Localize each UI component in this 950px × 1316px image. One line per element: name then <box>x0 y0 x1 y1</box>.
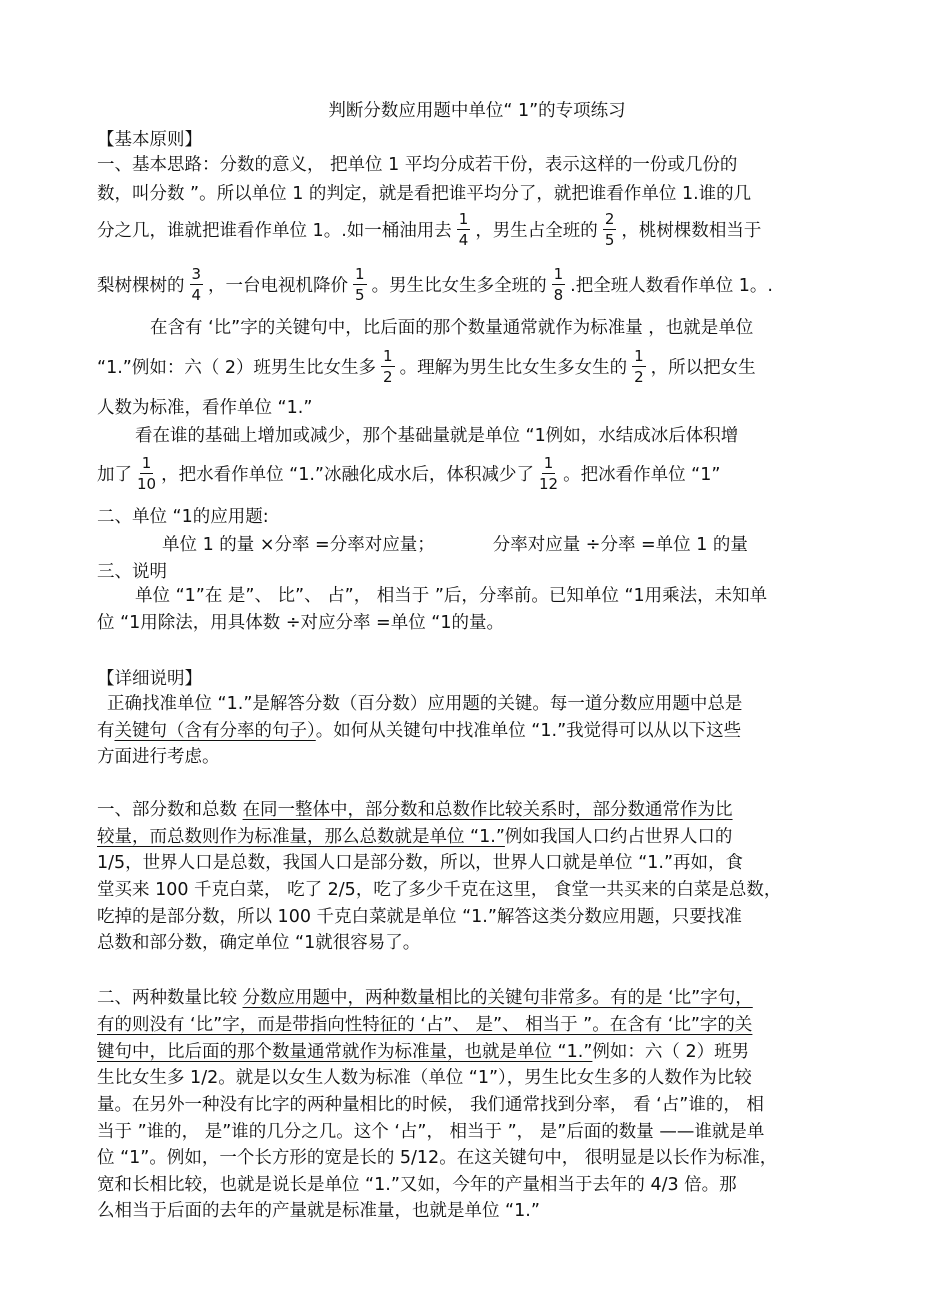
denominator: 4 <box>191 285 202 304</box>
text-segment: 一、部分数和总数 <box>97 800 243 820</box>
formula: 分率对应量 ÷分率 =单位 1 的量 <box>492 535 748 555</box>
underlined-text: 有的则没有 ‘比”字，而是带指向性特征的 ‘占”、 是”、 相当于 ”。在含有 ‘比”字的关 <box>97 1015 753 1035</box>
text-segment: 。如何从关键句中找准单位 “1.”我觉得可以从以下这些 <box>315 721 742 741</box>
text-segment: 。把冰看作单位 “1” <box>563 465 721 485</box>
numerator: 1 <box>543 453 554 472</box>
denominator: 5 <box>355 285 365 304</box>
text-line <box>97 345 857 391</box>
fraction <box>539 455 558 492</box>
section-heading: 二、单位 “1的应用题: <box>97 507 269 527</box>
text-segment: 梨树棵树的 <box>97 276 185 296</box>
text-line: 生比女生多 1/2。就是以女生人数为标准（单位 “1”），男生比女生多的人数作为比较 <box>97 1068 752 1088</box>
text-segment: 分之几，谁就把谁看作单位 1。.如一桶油用去 <box>97 221 452 241</box>
text-segment: ，桃树棵数相当于 <box>621 221 762 241</box>
section-header-basic: 【基本原则】 <box>97 130 202 150</box>
text-line: 单位 “1”在 是”、 比”、 占”， 相当于 ”后，分率前。已知单位 “1用乘法，未知单 <box>135 586 768 606</box>
text-line: 么相当于后面的去年的产量就是标准量，也就是单位 “1.” <box>97 1201 540 1221</box>
text-line <box>97 1010 857 1040</box>
fraction <box>137 455 156 492</box>
section-heading: 三、说明 <box>97 562 167 582</box>
text-segment: 例如我国人口约占世界人口的 <box>504 827 733 847</box>
text-line: 看在谁的基础上增加或减少，那个基础量就是单位 “1例如，水结成冰后体积增 <box>135 426 739 446</box>
text-segment: ，所以把女生 <box>650 358 756 378</box>
text-segment: .把全班人数看作单位 1。. <box>570 276 773 296</box>
fraction <box>190 266 204 303</box>
page-title: 判断分数应用题中单位“ 1”的专项练习 <box>328 101 626 121</box>
numerator: 2 <box>604 209 615 228</box>
denominator: 2 <box>383 367 393 386</box>
underlined-text: 较量，而总数则作为标准量，那么总数就是单位 “1.” <box>97 827 505 847</box>
text-segment: ，一台电视机降价 <box>208 276 349 296</box>
denominator: 4 <box>458 230 469 249</box>
text-segment: 二、两种数量比较 <box>97 988 243 1008</box>
text-segment: 加了 <box>97 465 132 485</box>
denominator: 8 <box>553 285 564 304</box>
text-line: 当于 ”谁的， 是”谁的几分之几。这个 ‘占”， 相当于 ”， 是”后面的数量 ——谁就是单 <box>97 1122 765 1142</box>
text-line: 总数和部分数，确定单位 “1就很容易了。 <box>97 933 421 953</box>
text-segment: ，男生占全班的 <box>475 221 598 241</box>
denominator: 5 <box>604 230 615 249</box>
fraction <box>552 266 566 303</box>
text-segment: 。理解为男生比女生多女生的 <box>399 358 628 378</box>
formula: 单位 1 的量 ×分率 =分率对应量； <box>162 535 435 555</box>
text-line: 吃掉的是部分数，所以 100 千克白菜就是单位 “1.”解答这类分数应用题，只要找准 <box>97 907 742 927</box>
text-line: 数，叫分数 ”。所以单位 1 的判定，就是看把谁平均分了，就把谁看作单位 1.谁的几 <box>97 184 752 204</box>
text-line: 1/5，世界人口是总数，我国人口是部分数，所以，世界人口就是单位 “1.”再如，食 <box>97 853 744 873</box>
section-header-detail: 【详细说明】 <box>97 669 202 689</box>
text-line: 位 “1用除法，用具体数 ÷对应分率 =单位 “1的量。 <box>97 613 504 633</box>
text-line: 一、基本思路：分数的意义， 把单位 1 平均分成若干份，表示这样的一份或几份的 <box>97 155 738 175</box>
numerator: 1 <box>383 346 393 365</box>
text-segment: 有 <box>97 721 115 741</box>
numerator: 3 <box>191 264 202 283</box>
text-line: 方面进行考虑。 <box>97 747 220 767</box>
text-line <box>97 983 857 1013</box>
text-line <box>97 208 857 254</box>
text-line <box>97 795 857 825</box>
fraction <box>603 211 617 248</box>
fraction <box>632 348 646 385</box>
numerator: 1 <box>355 264 365 283</box>
formula-line <box>162 530 922 560</box>
underlined-text: 在同一整体中，部分数和总数作比较关系时，部分数通常作为比 <box>242 800 733 820</box>
text-line: 人数为标准，看作单位 “1.” <box>97 398 313 418</box>
text-segment: ，把水看作单位 “1.”冰融化成水后，体积减少了 <box>161 465 534 485</box>
text-segment: 例如：六（ 2）班男 <box>592 1042 750 1062</box>
numerator: 1 <box>553 264 564 283</box>
text-line: 堂买来 100 千克白菜， 吃了 2/5，吃了多少千克在这里， 食堂一共买来的白菜是总数， <box>97 880 782 900</box>
text-line: 量。在另外一种没有比字的两种量相比的时候， 我们通常找到分率， 看 ‘占”谁的， 相 <box>97 1095 764 1115</box>
underlined-text: 分数应用题中，两种数量相比的关键句非常多。有的是 ‘比”字句， <box>242 988 753 1008</box>
text-line: 位 “1”。例如，一个长方形的宽是长的 5/12。在这关键句中， 很明显是以长作为标准， <box>97 1148 778 1168</box>
numerator: 1 <box>634 346 644 365</box>
text-line <box>97 263 857 309</box>
fraction <box>353 266 367 303</box>
text-line: 在含有 ‘比”字的关键句中，比后面的那个数量通常就作为标准量 ，也就是单位 <box>150 318 754 338</box>
fraction <box>457 211 471 248</box>
text-line <box>97 452 857 498</box>
underlined-text: 关键句（含有分率的句子） <box>114 721 316 741</box>
denominator: 10 <box>137 474 157 493</box>
text-line: 正确找准单位 “1.”是解答分数（百分数）应用题的关键。每一道分数应用题中总是 <box>107 694 743 714</box>
denominator: 12 <box>538 474 559 493</box>
numerator: 1 <box>458 209 469 228</box>
underlined-text: 键句中，比后面的那个数量通常就作为标准量，也就是单位 “1.” <box>97 1042 593 1062</box>
fraction <box>381 348 395 385</box>
text-segment: “1.”例如：六（ 2）班男生比女生多 <box>97 358 377 378</box>
text-segment: 。男生比女生多全班的 <box>371 276 547 296</box>
text-line: 宽和长相比较，也就是说长是单位 “1.”又如，今年的产量相当于去年的 4/3 倍。那 <box>97 1175 737 1195</box>
numerator: 1 <box>141 453 152 472</box>
denominator: 2 <box>634 367 644 386</box>
